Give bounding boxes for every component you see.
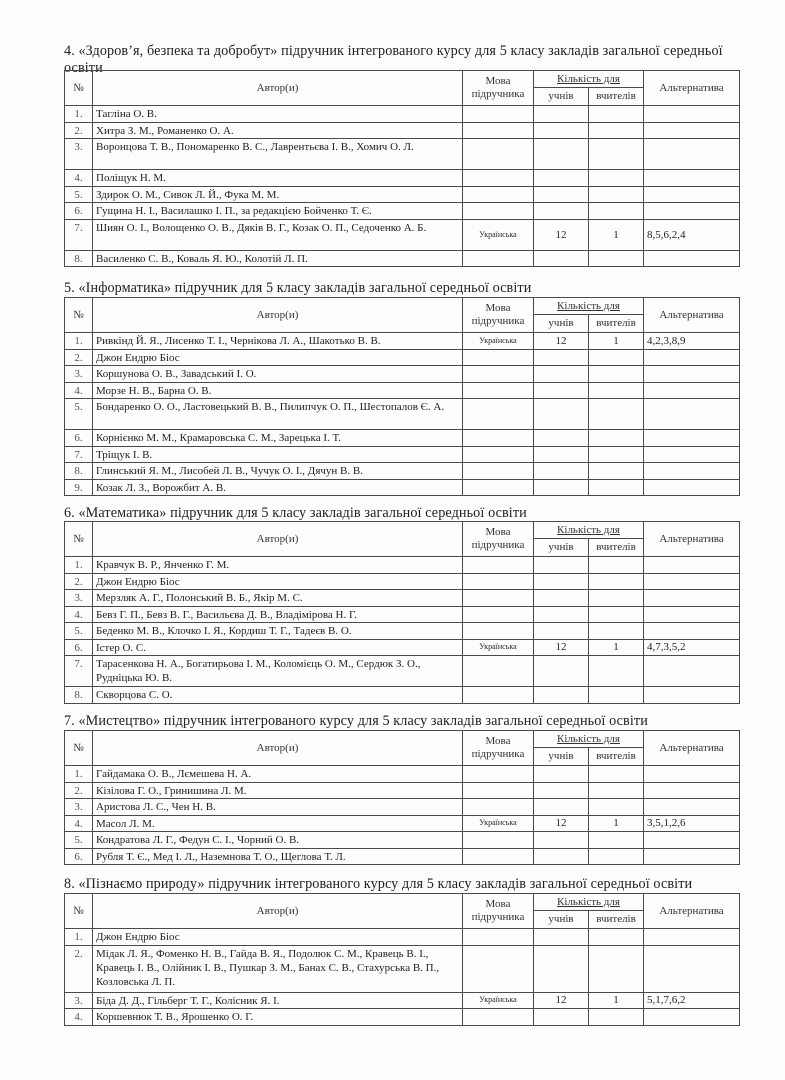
table-row — [65, 203, 740, 220]
alternative-cell — [644, 590, 740, 607]
students-count-cell — [534, 687, 589, 704]
students-count-cell: 12 — [534, 815, 589, 832]
col-teachers-header: вчителів — [589, 88, 644, 106]
language-cell — [463, 479, 534, 496]
table-row — [65, 463, 740, 480]
alternative-cell — [644, 656, 740, 687]
teachers-count-cell — [589, 106, 644, 123]
students-count-cell: 12 — [534, 639, 589, 656]
table-row — [65, 639, 740, 656]
teachers-count-cell — [589, 687, 644, 704]
table-row — [65, 250, 740, 267]
section-title: 8. «Пізнаємо природу» підручник інтегрованого курсу для 5 класу закладів загальної середньої освіти — [64, 876, 693, 892]
table-row — [65, 446, 740, 463]
alternative-cell — [644, 848, 740, 865]
alternative-cell: 4,7,3,5,2 — [644, 639, 740, 656]
author-cell: Здирок О. М., Сивок Л. Й., Фука М. М. — [93, 186, 463, 203]
author-cell: Кізілова Г. О., Гринишина Л. М. — [93, 782, 463, 799]
table-row — [65, 106, 740, 123]
students-count-cell — [534, 832, 589, 849]
row-number: 7. — [65, 219, 93, 250]
section-title: 7. «Мистецтво» підручник інтегрованого курсу для 5 класу закладів загальної середньої освіти — [64, 713, 648, 729]
row-number: 2. — [65, 349, 93, 366]
alternative-cell — [644, 557, 740, 574]
table-row — [65, 945, 740, 992]
table-row — [65, 382, 740, 399]
language-cell: Українська — [463, 333, 534, 350]
col-students-header: учнів — [534, 539, 589, 557]
alternative-cell — [644, 782, 740, 799]
header-row — [65, 298, 740, 315]
teachers-count-cell — [589, 399, 644, 430]
language-cell — [463, 687, 534, 704]
table-row — [65, 557, 740, 574]
language-cell — [463, 573, 534, 590]
teachers-count-cell: 1 — [589, 815, 644, 832]
students-count-cell — [534, 382, 589, 399]
table-row — [65, 1009, 740, 1026]
col-alternative-header: Альтернатива — [644, 894, 740, 929]
students-count-cell: 12 — [534, 219, 589, 250]
row-number: 1. — [65, 766, 93, 783]
alternative-cell — [644, 203, 740, 220]
language-cell — [463, 122, 534, 139]
teachers-count-cell: 1 — [589, 333, 644, 350]
table-row — [65, 349, 740, 366]
col-num-header: № — [65, 71, 93, 106]
author-cell: Тарасенкова Н. А., Богатирьова І. М., Коломієць О. М., Сердюк З. О., Рудніцька Ю. В. — [93, 656, 463, 687]
author-cell: Поліщук Н. М. — [93, 170, 463, 187]
author-cell: Ривкінд Й. Я., Лисенко Т. І., Чернікова Л. А., Шакотько В. В. — [93, 333, 463, 350]
row-number: 5. — [65, 399, 93, 430]
teachers-count-cell — [589, 656, 644, 687]
students-count-cell — [534, 945, 589, 992]
col-teachers-header: вчителів — [589, 911, 644, 929]
table-row — [65, 333, 740, 350]
col-alternative-header: Альтернатива — [644, 522, 740, 557]
author-cell: Тагліна О. В. — [93, 106, 463, 123]
row-number: 2. — [65, 573, 93, 590]
alternative-cell — [644, 623, 740, 640]
students-count-cell — [534, 250, 589, 267]
row-number: 4. — [65, 606, 93, 623]
col-students-header: учнів — [534, 911, 589, 929]
language-cell — [463, 848, 534, 865]
header-row — [65, 522, 740, 539]
teachers-count-cell — [589, 366, 644, 383]
row-number: 6. — [65, 203, 93, 220]
language-cell — [463, 557, 534, 574]
author-cell: Істер О. С. — [93, 639, 463, 656]
teachers-count-cell — [589, 349, 644, 366]
alternative-cell — [644, 349, 740, 366]
language-cell — [463, 590, 534, 607]
students-count-cell — [534, 623, 589, 640]
table-row — [65, 139, 740, 170]
language-cell — [463, 250, 534, 267]
author-cell: Корнієнко М. М., Крамаровська С. М., Зарецька І. Т. — [93, 430, 463, 447]
students-count-cell — [534, 590, 589, 607]
author-cell: Воронцова Т. В., Пономаренко В. С., Лаврентьєва І. В., Хомич О. Л. — [93, 139, 463, 170]
author-cell: Хитра З. М., Романенко О. А. — [93, 122, 463, 139]
row-number: 6. — [65, 639, 93, 656]
author-cell: Джон Ендрю Біос — [93, 929, 463, 946]
author-cell: Бондаренко О. О., Ластовецький В. В., Пилипчук О. П., Шестопалов Є. А. — [93, 399, 463, 430]
students-count-cell — [534, 766, 589, 783]
row-number: 4. — [65, 1009, 93, 1026]
col-alternative-header: Альтернатива — [644, 731, 740, 766]
table-row — [65, 170, 740, 187]
teachers-count-cell — [589, 782, 644, 799]
row-number: 4. — [65, 382, 93, 399]
alternative-cell: 8,5,6,2,4 — [644, 219, 740, 250]
table-row — [65, 623, 740, 640]
language-cell — [463, 799, 534, 816]
row-number: 8. — [65, 250, 93, 267]
section-title: 4. «Здоров’я, безпека та добробут» підручник інтегрованого курсу для 5 класу закладів загальної середньої освіти — [64, 43, 723, 76]
row-number: 8. — [65, 687, 93, 704]
alternative-cell — [644, 463, 740, 480]
teachers-count-cell — [589, 170, 644, 187]
row-number: 1. — [65, 106, 93, 123]
author-cell: Гайдамака О. В., Лємешева Н. А. — [93, 766, 463, 783]
language-cell — [463, 929, 534, 946]
row-number: 2. — [65, 782, 93, 799]
language-cell — [463, 623, 534, 640]
language-cell — [463, 430, 534, 447]
language-cell — [463, 382, 534, 399]
col-author-header: Автор(и) — [93, 298, 463, 333]
language-cell — [463, 186, 534, 203]
students-count-cell — [534, 557, 589, 574]
table-row — [65, 832, 740, 849]
row-number: 3. — [65, 139, 93, 170]
author-cell: Скворцова С. О. — [93, 687, 463, 704]
row-number: 1. — [65, 929, 93, 946]
author-cell: Кравчук В. Р., Янченко Г. М. — [93, 557, 463, 574]
students-count-cell — [534, 106, 589, 123]
textbook-table — [64, 70, 740, 267]
table-row — [65, 782, 740, 799]
teachers-count-cell — [589, 186, 644, 203]
teachers-count-cell — [589, 623, 644, 640]
alternative-cell — [644, 382, 740, 399]
students-count-cell — [534, 430, 589, 447]
author-cell: Джон Ендрю Біос — [93, 573, 463, 590]
col-students-header: учнів — [534, 748, 589, 766]
teachers-count-cell — [589, 463, 644, 480]
table-row — [65, 479, 740, 496]
alternative-cell — [644, 446, 740, 463]
table-row — [65, 848, 740, 865]
language-cell — [463, 170, 534, 187]
students-count-cell — [534, 349, 589, 366]
teachers-count-cell — [589, 1009, 644, 1026]
alternative-cell — [644, 139, 740, 170]
teachers-count-cell: 1 — [589, 992, 644, 1009]
teachers-count-cell: 1 — [589, 219, 644, 250]
teachers-count-cell — [589, 945, 644, 992]
author-cell: Аристова Л. С., Чен Н. В. — [93, 799, 463, 816]
textbook-table — [64, 730, 740, 865]
author-cell: Василенко С. В., Коваль Я. Ю., Колотій Л. П. — [93, 250, 463, 267]
col-teachers-header: вчителів — [589, 748, 644, 766]
row-number: 6. — [65, 430, 93, 447]
header-row — [65, 731, 740, 748]
col-teachers-header: вчителів — [589, 539, 644, 557]
table-row — [65, 219, 740, 250]
teachers-count-cell — [589, 557, 644, 574]
row-number: 7. — [65, 656, 93, 687]
col-students-header: учнів — [534, 88, 589, 106]
table-row — [65, 186, 740, 203]
row-number: 3. — [65, 799, 93, 816]
table-row — [65, 687, 740, 704]
students-count-cell — [534, 573, 589, 590]
teachers-count-cell — [589, 250, 644, 267]
language-cell — [463, 832, 534, 849]
language-cell — [463, 446, 534, 463]
table-row — [65, 799, 740, 816]
teachers-count-cell — [589, 848, 644, 865]
header-row — [65, 894, 740, 911]
author-cell: Біда Д. Д., Гільберг Т. Г., Колісник Я. І. — [93, 992, 463, 1009]
col-language-header: Мова підручника — [463, 522, 534, 557]
students-count-cell — [534, 139, 589, 170]
table-row — [65, 122, 740, 139]
col-quantity-header: Кількість для — [534, 731, 644, 748]
teachers-count-cell — [589, 382, 644, 399]
teachers-count-cell — [589, 573, 644, 590]
author-cell: Масол Л. М. — [93, 815, 463, 832]
textbook-table — [64, 521, 740, 704]
header-row — [65, 71, 740, 88]
students-count-cell — [534, 782, 589, 799]
alternative-cell: 3,5,1,2,6 — [644, 815, 740, 832]
textbook-table — [64, 297, 740, 496]
col-author-header: Автор(и) — [93, 894, 463, 929]
row-number: 5. — [65, 623, 93, 640]
col-language-header: Мова підручника — [463, 71, 534, 106]
col-num-header: № — [65, 731, 93, 766]
teachers-count-cell — [589, 929, 644, 946]
teachers-count-cell — [589, 799, 644, 816]
language-cell — [463, 766, 534, 783]
language-cell — [463, 399, 534, 430]
col-quantity-header: Кількість для — [534, 522, 644, 539]
alternative-cell — [644, 573, 740, 590]
row-number: 1. — [65, 333, 93, 350]
row-number: 4. — [65, 815, 93, 832]
table-row — [65, 656, 740, 687]
row-number: 8. — [65, 463, 93, 480]
students-count-cell — [534, 848, 589, 865]
alternative-cell — [644, 799, 740, 816]
author-cell: Мідак Л. Я., Фоменко Н. В., Гайда В. Я., Подолюк С. М., Кравець В. І., Кравець І. В., Олійник І. В., Пушкар З. М., Банах С. В., Стахурська В. П., Козловська Л. П. — [93, 945, 463, 992]
author-cell: Морзе Н. В., Барна О. В. — [93, 382, 463, 399]
table-row — [65, 815, 740, 832]
row-number: 5. — [65, 186, 93, 203]
teachers-count-cell — [589, 832, 644, 849]
students-count-cell: 12 — [534, 333, 589, 350]
language-cell — [463, 945, 534, 992]
language-cell — [463, 366, 534, 383]
students-count-cell — [534, 446, 589, 463]
students-count-cell — [534, 186, 589, 203]
language-cell — [463, 782, 534, 799]
alternative-cell — [644, 186, 740, 203]
author-cell: Бевз Г. П., Бевз В. Г., Васильєва Д. В., Владімірова Н. Г. — [93, 606, 463, 623]
table-row — [65, 366, 740, 383]
author-cell: Беденко М. В., Клочко І. Я., Кордиш Т. Г., Тадеєв В. О. — [93, 623, 463, 640]
language-cell — [463, 656, 534, 687]
author-cell: Гущина Н. І., Василашко І. П., за редакцією Бойченко Т. Є. — [93, 203, 463, 220]
teachers-count-cell — [589, 122, 644, 139]
author-cell: Коршунова О. В., Завадський І. О. — [93, 366, 463, 383]
language-cell — [463, 463, 534, 480]
author-cell: Шиян О. І., Волощенко О. В., Дяків В. Г., Козак О. П., Седоченко А. Б. — [93, 219, 463, 250]
col-num-header: № — [65, 298, 93, 333]
teachers-count-cell — [589, 606, 644, 623]
row-number: 1. — [65, 557, 93, 574]
students-count-cell — [534, 1009, 589, 1026]
author-cell: Тріщук І. В. — [93, 446, 463, 463]
row-number: 2. — [65, 122, 93, 139]
col-author-header: Автор(и) — [93, 522, 463, 557]
row-number: 3. — [65, 590, 93, 607]
students-count-cell — [534, 479, 589, 496]
alternative-cell — [644, 1009, 740, 1026]
language-cell: Українська — [463, 219, 534, 250]
row-number: 9. — [65, 479, 93, 496]
table-row — [65, 929, 740, 946]
students-count-cell — [534, 929, 589, 946]
language-cell: Українська — [463, 639, 534, 656]
alternative-cell — [644, 250, 740, 267]
col-author-header: Автор(и) — [93, 71, 463, 106]
alternative-cell — [644, 929, 740, 946]
students-count-cell: 12 — [534, 992, 589, 1009]
students-count-cell — [534, 656, 589, 687]
author-cell: Глинський Я. М., Лисобей Л. В., Чучук О. І., Дячун В. В. — [93, 463, 463, 480]
table-row — [65, 606, 740, 623]
row-number: 4. — [65, 170, 93, 187]
row-number: 2. — [65, 945, 93, 992]
row-number: 7. — [65, 446, 93, 463]
alternative-cell — [644, 606, 740, 623]
alternative-cell — [644, 399, 740, 430]
students-count-cell — [534, 399, 589, 430]
teachers-count-cell — [589, 430, 644, 447]
alternative-cell — [644, 106, 740, 123]
alternative-cell — [644, 430, 740, 447]
author-cell: Рубля Т. Є., Мед І. Л., Наземнова Т. О., Щеглова Т. Л. — [93, 848, 463, 865]
col-quantity-header: Кількість для — [534, 298, 644, 315]
author-cell: Коршевнюк Т. В., Ярошенко О. Г. — [93, 1009, 463, 1026]
row-number: 5. — [65, 832, 93, 849]
col-quantity-header: Кількість для — [534, 894, 644, 911]
students-count-cell — [534, 203, 589, 220]
author-cell: Джон Ендрю Біос — [93, 349, 463, 366]
teachers-count-cell — [589, 446, 644, 463]
language-cell: Українська — [463, 992, 534, 1009]
row-number: 3. — [65, 366, 93, 383]
col-alternative-header: Альтернатива — [644, 298, 740, 333]
table-row — [65, 590, 740, 607]
teachers-count-cell: 1 — [589, 639, 644, 656]
author-cell: Кондратова Л. Г., Федун С. І., Чорний О. В. — [93, 832, 463, 849]
row-number: 3. — [65, 992, 93, 1009]
students-count-cell — [534, 606, 589, 623]
alternative-cell — [644, 945, 740, 992]
author-cell: Мерзляк А. Г., Полонський В. Б., Якір М. С. — [93, 590, 463, 607]
language-cell — [463, 349, 534, 366]
teachers-count-cell — [589, 590, 644, 607]
teachers-count-cell — [589, 479, 644, 496]
students-count-cell — [534, 122, 589, 139]
col-alternative-header: Альтернатива — [644, 71, 740, 106]
alternative-cell — [644, 170, 740, 187]
col-language-header: Мова підручника — [463, 298, 534, 333]
table-row — [65, 430, 740, 447]
col-students-header: учнів — [534, 315, 589, 333]
language-cell — [463, 1009, 534, 1026]
row-number: 6. — [65, 848, 93, 865]
alternative-cell — [644, 687, 740, 704]
alternative-cell — [644, 766, 740, 783]
teachers-count-cell — [589, 766, 644, 783]
language-cell — [463, 203, 534, 220]
alternative-cell — [644, 366, 740, 383]
textbook-table — [64, 893, 740, 1026]
col-author-header: Автор(и) — [93, 731, 463, 766]
table-row — [65, 766, 740, 783]
language-cell — [463, 106, 534, 123]
teachers-count-cell — [589, 139, 644, 170]
students-count-cell — [534, 799, 589, 816]
language-cell — [463, 606, 534, 623]
students-count-cell — [534, 366, 589, 383]
col-num-header: № — [65, 894, 93, 929]
col-teachers-header: вчителів — [589, 315, 644, 333]
table-row — [65, 573, 740, 590]
col-quantity-header: Кількість для — [534, 71, 644, 88]
table-row — [65, 399, 740, 430]
teachers-count-cell — [589, 203, 644, 220]
col-language-header: Мова підручника — [463, 731, 534, 766]
section-title: 6. «Математика» підручник для 5 класу закладів загальної середньої освіти — [64, 505, 527, 521]
language-cell — [463, 139, 534, 170]
language-cell: Українська — [463, 815, 534, 832]
students-count-cell — [534, 463, 589, 480]
col-language-header: Мова підручника — [463, 894, 534, 929]
alternative-cell — [644, 832, 740, 849]
students-count-cell — [534, 170, 589, 187]
col-num-header: № — [65, 522, 93, 557]
alternative-cell — [644, 479, 740, 496]
section-title: 5. «Інформатика» підручник для 5 класу закладів загальної середньої освіти — [64, 280, 532, 296]
table-row — [65, 992, 740, 1009]
alternative-cell: 4,2,3,8,9 — [644, 333, 740, 350]
alternative-cell: 5,1,7,6,2 — [644, 992, 740, 1009]
author-cell: Козак Л. З., Ворожбит А. В. — [93, 479, 463, 496]
alternative-cell — [644, 122, 740, 139]
